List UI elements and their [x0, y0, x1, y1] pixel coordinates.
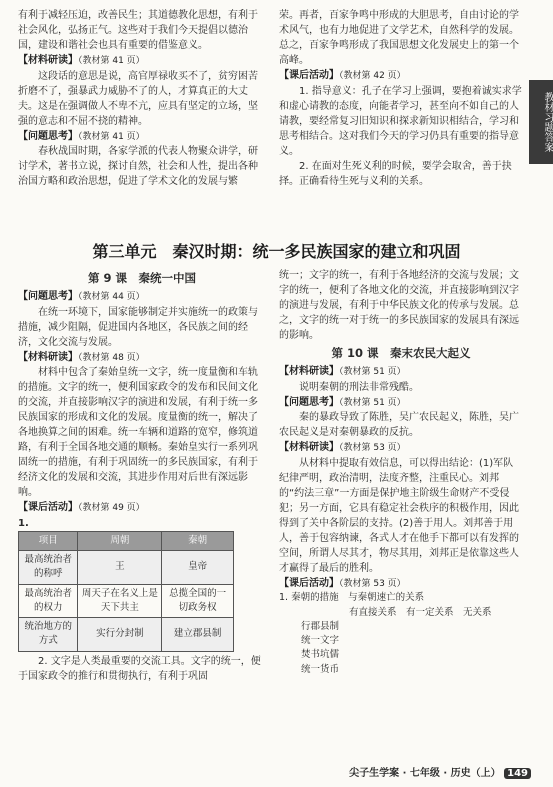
table-cell: 周天子在名义上是天下共主 [78, 584, 162, 618]
diagram-item: 焚书坑儒 [301, 649, 340, 661]
table-cell: 皇帝 [162, 551, 234, 585]
section-tag: 【材料研读】（教材第 41 页） [18, 55, 145, 66]
question-number: 1. [18, 517, 29, 529]
table-header: 周朝 [78, 531, 162, 550]
table-cell: 实行分封制 [78, 618, 162, 652]
paragraph: 统一；文字的统一，有利于各地经济的交流与发展；文字的统一，便利了各地文化的交流，并直接影响到汉字的演进与发展，有利于中华民族文化的传承与发展。总之，文字的统一对于统一的多民族国家的发展具有深远的影响。 [279, 270, 519, 341]
paragraph: 从材料中提取有效信息，可以得出结论：(1)军队纪律严明，政治清明，法度齐整，注重民心。刘邦的“约法三章”一方面是保护地主阶级生命财产不受侵犯；另一方面，它具有稳定社会秩序的积极作用，因此得到了关中各阶层的支持。(2)善于用人。刘邦善于用人，善于包容纳谏，各式人才在他手下都可以有发挥的空间，所谓人尽其才，物尽其用，刘邦正是依靠这些人才赢得了最后的胜利。 [279, 457, 519, 574]
table-cell: 最高统治者的权力 [19, 584, 78, 618]
table-cell: 王 [78, 551, 162, 585]
table-header: 秦朝 [162, 531, 234, 550]
paragraph: 材料中包含了秦始皇统一文字，统一度量衡和车轨的措施。文字的统一，便利国家政令的发布和民间文化的交流，并直接影响汉字的演进和发展，有利于统一多民族国家的形成和文化的发展。度量衡的统一，解决了各地换算之间的困难。统一车辆和道路的宽窄，修筑道路，有利于全国各地交通的顺畅。秦始皇实行一系列巩固统一的措施，有利于巩固统一的多民族国家，有利于经济文化的发展和交流，其进步作用对后世有深远影响。 [18, 367, 258, 499]
top-left-column [18, 8, 266, 189]
lesson-title: 第 10 课 秦末农民大起义 [331, 346, 471, 360]
right-column [279, 268, 523, 677]
table-cell: 总揽全国的一切政务权 [162, 584, 234, 618]
paragraph: 说明秦朝的刑法非常残酷。 [299, 381, 419, 393]
paragraph: 在统一环境下，国家能够制定并实施统一的政策与措施，减少阻隔，促进国内各地区，各民族之间的经济，文化交流与发展。 [18, 306, 258, 348]
table-cell: 最高统治者的称呼 [19, 551, 78, 585]
section-tag: 【问题思考】（教材第 51 页） [279, 396, 406, 408]
lesson-title: 第 9 课 秦统一中国 [87, 271, 196, 285]
table-row [19, 551, 234, 585]
diagram-item: 行郡县制 [301, 620, 340, 632]
page-number: 149 [504, 768, 531, 779]
paragraph: 荣。再者，百家争鸣中形成的大胆思考，自由讨论的学术风气，也有力地促进了文学艺术，自然科学的发展。总之，百家争鸣形成了我国思想文化发展史上的第一个高峰。 [279, 10, 519, 66]
section-tag: 【材料研读】（教材第 53 页） [279, 442, 406, 454]
section-tag: 【课后活动】（教材第 42 页） [279, 70, 406, 81]
section-tag: 【课后活动】（教材第 49 页） [18, 502, 145, 514]
unit-title: 第三单元 秦汉时期：统一多民族国家的建立和巩固 [92, 242, 461, 261]
section-tag: 【材料研读】（教材第 51 页） [279, 366, 406, 378]
section-tag: 【课后活动】（教材第 53 页） [279, 577, 406, 589]
footer-text: 尖子生学案 · 七年级 · 历史（上） [349, 768, 501, 779]
paragraph: 有利于减轻压迫，改善民生；其道德教化思想，有利于社会风化，弘扬正气。这些对于我们今天提倡以德治国，建设和谐社会也具有重要的借鉴意义。 [18, 10, 258, 51]
relation-diagram [279, 591, 523, 677]
section-tag: 【问题思考】（教材第 44 页） [18, 291, 145, 303]
diagram-header: 1. 秦朝的措施 与秦朝速亡的关系 [279, 592, 425, 604]
paragraph: 2. 文字是人类最重要的交流工具。文字的统一，便于国家政令的推行和贯彻执行，有利于巩固 [18, 655, 261, 682]
paragraph: 1. 指导意义：孔子在学习上强调，要抱着诚实求学和虚心请教的态度，向能者学习，甚至向不如自己的人请教，要经常复习旧知识和探求新知识相结合，学习和思考相结合。这对我们今天的学习仍具有重要的指导意义。 [279, 85, 522, 157]
section-tag: 【材料研读】（教材第 48 页） [18, 351, 145, 363]
diagram-item: 统一文字 [301, 635, 340, 646]
table-cell: 建立郡县制 [162, 618, 234, 652]
table-header: 项目 [19, 531, 78, 550]
paragraph: 2. 在面对生死义利的时候，要学会取舍，善于抉择。正确看待生死与义利的关系。 [279, 160, 512, 187]
relation-labels: 有直接关系 有一定关系 无关系 [349, 606, 492, 618]
diagram-item: 统一货币 [301, 663, 340, 675]
paragraph: 春秋战国时期，各家学派的代表人物聚众讲学，研讨学术，著书立说，探讨自然，社会和人性，提出各种治国方略和政治思想，促进了学术文化的发展与繁 [18, 146, 258, 187]
comparison-table [18, 531, 234, 652]
table-row [19, 584, 234, 618]
table-header-row [19, 531, 234, 550]
top-right-column [279, 8, 523, 189]
paragraph: 秦的暴政导致了陈胜，吴广农民起义，陈胜，吴广农民起义是对秦朝暴政的反抗。 [279, 412, 519, 439]
table-cell: 统治地方的方式 [19, 618, 78, 652]
section-tag: 【问题思考】（教材第 41 页） [18, 130, 145, 142]
side-tab: 教材习题答案 [529, 80, 553, 164]
left-column [18, 268, 266, 684]
paragraph: 这段话的意思是说，高官厚禄收买不了，贫穷困苦折磨不了，强暴武力威胁不了的人，才算真正的大丈夫。这是在强调做人不卑不亢，应具有坚定的立场，坚强的意志和不屈不挠的精神。 [18, 70, 258, 127]
table-row [19, 618, 234, 652]
page-footer [349, 766, 531, 781]
